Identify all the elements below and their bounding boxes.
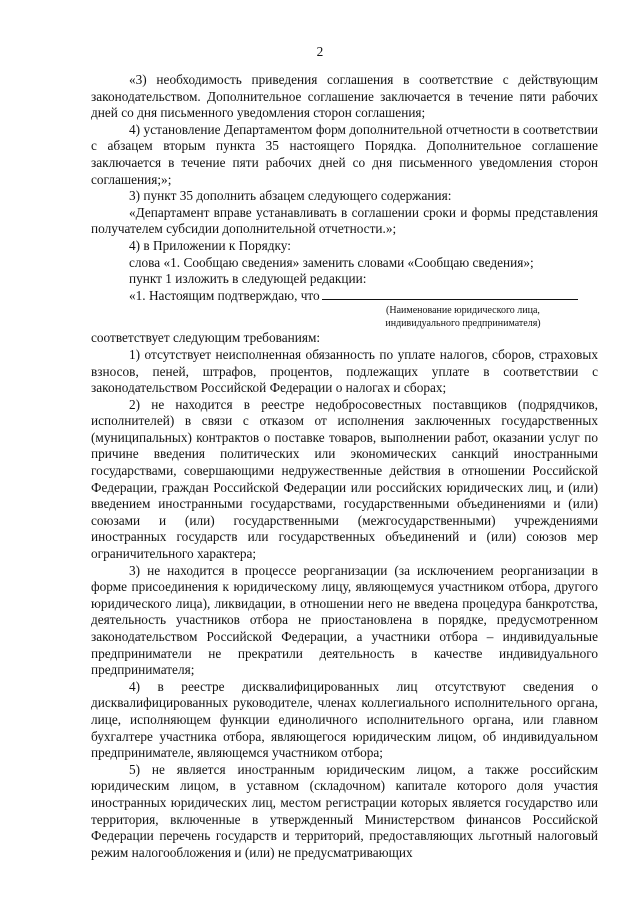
paragraph: 3) не находится в процессе реорганизации (за исключением реорганизации в форме присоединения к юридическому лицу, являющемуся участником отбора, другого юридического лица), ликвидации, в отношении него не введена процедура банкротства, деятельность участников отбора не приостановлена в порядке, предусмотренном законодательством Российской Федерации, а участники отбора – индивидуальные предприниматели не прекратили деятельность в качестве индивидуального предпринимателя;: [91, 562, 598, 678]
document-body: [91, 72, 598, 861]
page-number: 2: [316, 44, 324, 59]
confirm-paragraph: [91, 288, 598, 305]
paragraph: «Департамент вправе устанавливать в соглашении сроки и формы представления получателем субсидии дополнительной отчетности.»;: [91, 204, 598, 237]
paragraph: пункт 1 изложить в следующей редакции:: [129, 271, 367, 287]
caption-line: (Наименование юридического лица,: [386, 305, 540, 317]
paragraph: 2) не находится в реестре недобросовестных поставщиков (подрядчиков, исполнителей) в связи с отказом от исполнения заключенных государственных (муниципальных) контрактов о поставке товаров, выполнении работ, оказании услуг по причине введения политических или экономических санкций иностранными государствами, совершающими недружественные действия в отношении Российской Федерации, граждан Российской Федерации или российских юридических лиц, и (или) введением иностранными государствами, государственными объединениями и (или) союзами и (или) государственными (межгосударственными) учреждениями иностранных государств или государственных объединений и (или) союзов мер ограничительного характера;: [91, 396, 598, 562]
paragraph: 1) отсутствует неисполненная обязанность по уплате налогов, сборов, страховых взносов, пеней, штрафов, процентов, подлежащих уплате в соответствии с законодательством Российской Федерации о налогах и сборах;: [91, 346, 598, 396]
paragraph: слова «1. Сообщаю сведения» заменить словами «Сообщаю сведения»;: [129, 254, 534, 270]
confirm-text: «1. Настоящим подтверждаю, что: [129, 287, 320, 303]
paragraph: 4) в Приложении к Порядку:: [129, 237, 291, 253]
fill-in-caption: [363, 304, 563, 330]
paragraph: соответствует следующим требованиям:: [91, 330, 321, 346]
caption-line: индивидуального предпринимателя): [385, 318, 541, 330]
fill-in-line: [322, 288, 578, 300]
paragraph: 3) пункт 35 дополнить абзацем следующего содержания:: [129, 188, 452, 204]
paragraph: 4) в реестре дисквалифицированных лиц отсутствуют сведения о дисквалифицированных руководителе, членах коллегиального исполнительного органа, лице, исполняющем функции единоличного исполнительного органа, или главном бухгалтере участника отбора, являющегося юридическим лицом, об индивидуальном предпринимателе, являющемся участником отбора;: [91, 678, 598, 761]
paragraph: 5) не является иностранным юридическим лицом, а также российским юридическим лицом, в уставном (складочном) капитале которого доля участия иностранных юридических лиц, местом регистрации которых является государство или территория, включенные в утвержденный Министерством финансов Российской Федерации перечень государств и территорий, предоставляющих льготный налоговый режим налогообложения и (или) не предусматривающих: [91, 761, 598, 860]
paragraph: «3) необходимость приведения соглашения в соответствие с действующим законодательством. Дополнительное соглашение заключается в течение пяти рабочих дней со дня письменного уведомления сторон соглашения;: [91, 72, 598, 121]
paragraph: 4) установление Департаментом форм дополнительной отчетности в соответствии с абзацем вторым пункта 35 настоящего Порядка. Дополнительное соглашение заключается в течение пяти рабочих дней со дня письменного уведомления сторон соглашения;»;: [91, 121, 598, 187]
